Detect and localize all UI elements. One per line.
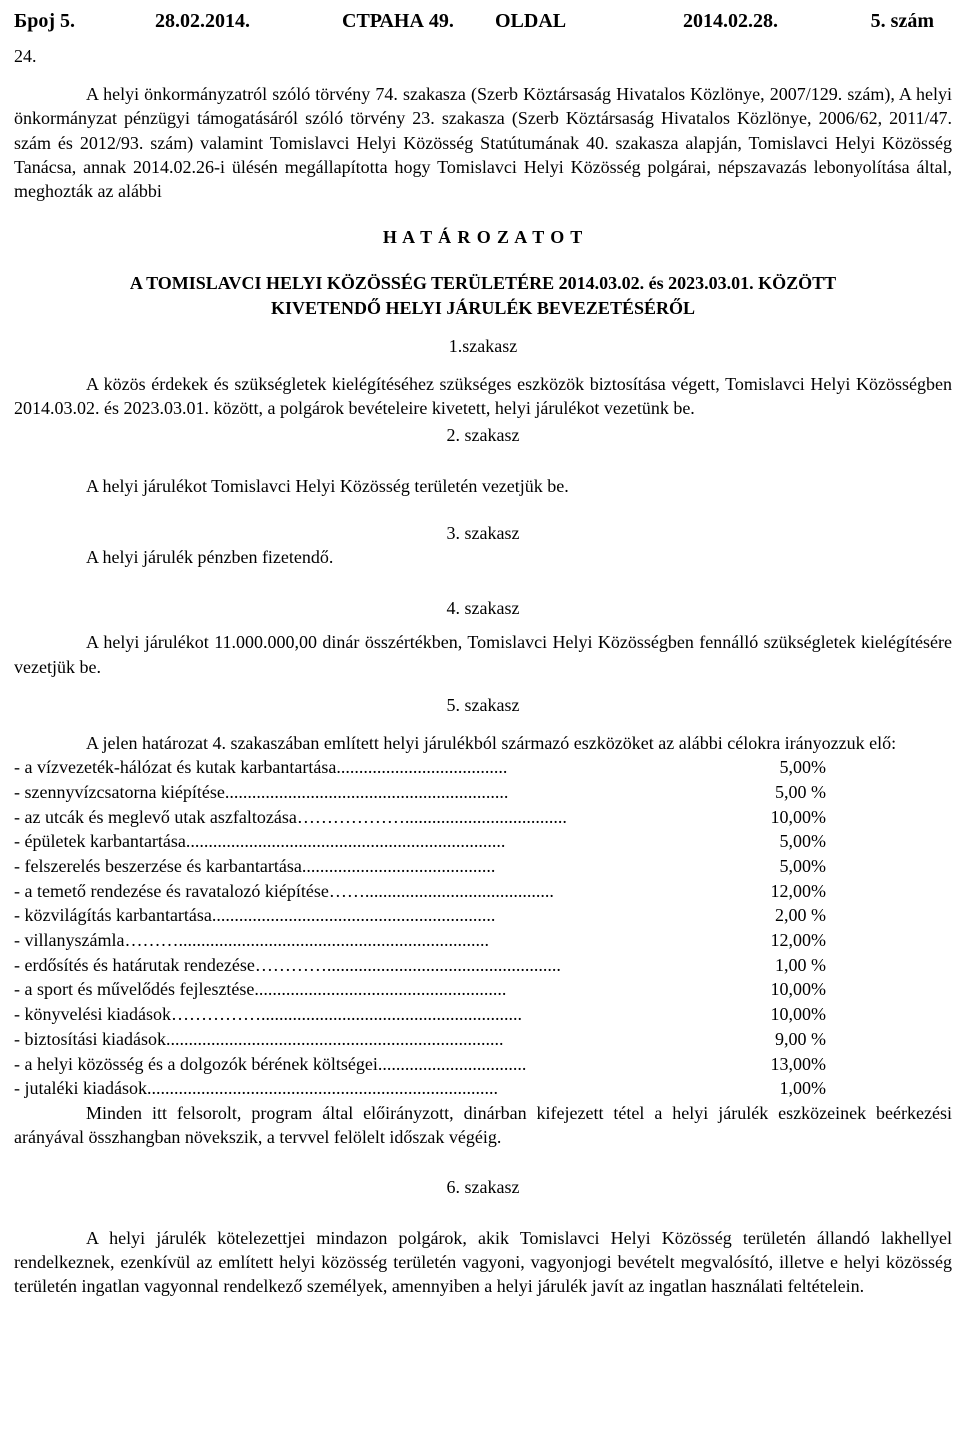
title-line-2: KIVETENDŐ HELYI JÁRULÉK BEVEZETÉSÉRŐL	[271, 297, 695, 318]
allocation-item-leader: ...............................................................	[224, 781, 509, 802]
section-3-text: A helyi járulék pénzben fizetendő.	[86, 547, 334, 568]
section-2-heading: 2. szakasz	[446, 425, 520, 446]
allocation-item	[14, 854, 826, 879]
section-4-heading: 4. szakasz	[446, 598, 520, 619]
allocation-item-value: 5,00 %	[775, 781, 826, 802]
allocation-item	[14, 755, 826, 780]
allocation-item	[14, 1052, 826, 1077]
allocation-item-leader: ..............................................................................	[146, 1078, 498, 1099]
allocation-item-label: - a sport és művelődés fejlesztése	[14, 979, 255, 1000]
section-5-text: A jelen határozat 4. szakaszában említett helyi járulékból származó eszközöket az alábbi célokra irányozzuk elő:	[86, 733, 897, 754]
allocation-item-label: - jutaléki kiadások	[14, 1078, 147, 1099]
allocation-item-label: - közvilágítás karbantartása	[14, 905, 212, 926]
allocation-item-value: 5,00%	[779, 831, 826, 852]
allocation-item-value: 2,00 %	[775, 905, 826, 926]
header-date-hu: 2014.02.28.	[683, 10, 778, 32]
section-4-text: A helyi járulékot 11.000.000,00 dinár összértékben, Tomislavci Helyi Közösségben fennálló szükségletek kielégítésére vezetjük be.	[14, 632, 952, 677]
allocation-item-label: - felszerelés beszerzése és karbantartása	[14, 856, 302, 877]
allocation-item-leader: ......................................	[336, 757, 508, 778]
allocation-item-leader: ……..........................................	[328, 880, 554, 901]
section-6-text: A helyi járulék kötelezettjei mindazon polgárok, akik Tomislavci Helyi Közösség területén állandó lakhellyel rendelkeznek, ezenkívül az említett helyi közösség területén vagyoni, vagyonjogi bevételt megvalósító, illetve e helyi közösség területén ingatlan vagyonnal rendelkező személyek, amennyiben a helyi járulék javít az ingatlan használati feltételein.	[14, 1227, 952, 1296]
allocation-item-leader: …………....................................................	[254, 954, 561, 975]
allocation-item	[14, 1027, 826, 1052]
allocation-item	[14, 977, 826, 1002]
allocation-item-leader: ……….....................................................................	[124, 930, 489, 951]
allocation-item-label: - a temető rendezése és ravatalozó kiépítése	[14, 880, 329, 901]
allocation-item-label: - a helyi közösség és a dolgozók bérének költségei	[14, 1053, 378, 1074]
allocation-item	[14, 1002, 826, 1027]
allocation-item-value: 9,00 %	[775, 1028, 826, 1049]
allocation-item	[14, 928, 826, 953]
header-issue-sr: Број 5.	[14, 10, 76, 32]
title-line-1: A TOMISLAVCI HELYI KÖZÖSSÉG TERÜLETÉRE 2014.03.02. és 2023.03.01. KÖZÖTT	[129, 273, 837, 294]
allocation-item-value: 12,00%	[770, 880, 826, 901]
allocation-item-label: - villanyszámla	[14, 930, 125, 951]
section-3-heading: 3. szakasz	[446, 522, 520, 543]
header-page-hu: OLDAL	[495, 10, 567, 32]
allocation-item-leader: .................................	[377, 1053, 527, 1074]
allocation-item	[14, 953, 826, 978]
allocation-item-label: - erdősítés és határutak rendezése	[14, 954, 255, 975]
decision-word: H A T Á R O Z A T O T	[382, 227, 584, 248]
allocation-item	[14, 1076, 826, 1101]
doc-number: 24.	[14, 46, 37, 66]
header-issue-hu: 5. szám	[870, 10, 934, 32]
allocation-item-label: - könyvelési kiadások	[14, 1004, 171, 1025]
allocation-item-value: 12,00%	[770, 930, 826, 951]
allocation-item	[14, 879, 826, 904]
allocation-item	[14, 903, 826, 928]
allocation-item-value: 1,00 %	[775, 954, 826, 975]
header-date-sr: 28.02.2014.	[155, 10, 250, 32]
allocation-item-leader: ...........................................................................	[165, 1028, 504, 1049]
allocation-item-value: 10,00%	[770, 979, 826, 1000]
allocation-item-value: 10,00%	[770, 1004, 826, 1025]
allocation-item-label: - szennyvízcsatorna kiépítése	[14, 781, 225, 802]
allocation-item-value: 10,00%	[770, 806, 826, 827]
allocation-item	[14, 805, 826, 830]
section-5-note: Minden itt felsorolt, program által előirányzott, dinárban kifejezett tétel a helyi járulék eszközeinek beérkezési arányával összhangban növekszik, a tervvel felölelt időszak végéig.	[14, 1102, 952, 1148]
allocation-item-value: 5,00%	[779, 757, 826, 778]
section-6-heading: 6. szakasz	[446, 1177, 520, 1198]
allocation-item-value: 13,00%	[770, 1053, 826, 1074]
allocation-item-label: - az utcák és meglevő utak aszfaltozása	[14, 806, 297, 827]
allocation-item	[14, 780, 826, 805]
allocation-item-leader: ……………..........................................................	[170, 1004, 522, 1025]
page-header	[14, 6, 934, 36]
allocation-item-leader: ........................................................	[254, 979, 507, 1000]
allocation-item-leader: ………………....................................	[296, 806, 567, 827]
preamble: A helyi önkormányzatról szóló törvény 74. szakasza (Szerb Köztársaság Hivatalos Közlönye, 2007/129. szám), A helyi önkormányzat pénzügyi támogatásáról szóló törvény 23. szakasza (Szerb Köztársaság Hivatalos Közlönye, 2006/62, 2011/47. szám és 2012/93. szám) valamint Tomislavci Helyi Közösség Statútumának 40. szakasza alapján, Tomislavci Helyi Közösség Tanácsa, annak 2014.02.26-i ülésén megállapította hogy Tomislavci Helyi Közösség polgárai, népszavazás lebonyolítása által, meghozták az alábbi	[14, 84, 952, 202]
allocation-item-leader: ...............................................................	[211, 905, 496, 926]
allocation-item-label: - épületek karbantartása	[14, 831, 186, 852]
section-5-heading: 5. szakasz	[446, 694, 520, 715]
allocation-item	[14, 829, 826, 854]
section-2-text: A helyi járulékot Tomislavci Helyi Közösség területén vezetjük be.	[86, 475, 569, 496]
allocation-item-label: - biztosítási kiadások	[14, 1028, 166, 1049]
allocation-item-label: - a vízvezeték-hálózat és kutak karbantartása	[14, 757, 337, 778]
allocation-item-value: 1,00%	[779, 1078, 826, 1099]
allocation-item-leader: .......................................................................	[185, 831, 506, 852]
allocation-item-value: 5,00%	[779, 856, 826, 877]
section-1-heading: 1.szakasz	[448, 335, 518, 356]
document-body	[14, 44, 952, 1298]
header-page-sr: СТРАНА 49.	[342, 10, 454, 32]
allocation-list	[14, 755, 826, 1101]
allocation-item-leader: ...........................................	[301, 856, 496, 877]
section-1-text: A közös érdekek és szükségletek kielégítéséhez szükséges eszközök biztosítása végett, Tomislavci Helyi Közösségben 2014.03.02. és 2023.03.01. között, a polgárok bevételeire kivetett, helyi járulékot vezetünk be.	[14, 374, 952, 419]
